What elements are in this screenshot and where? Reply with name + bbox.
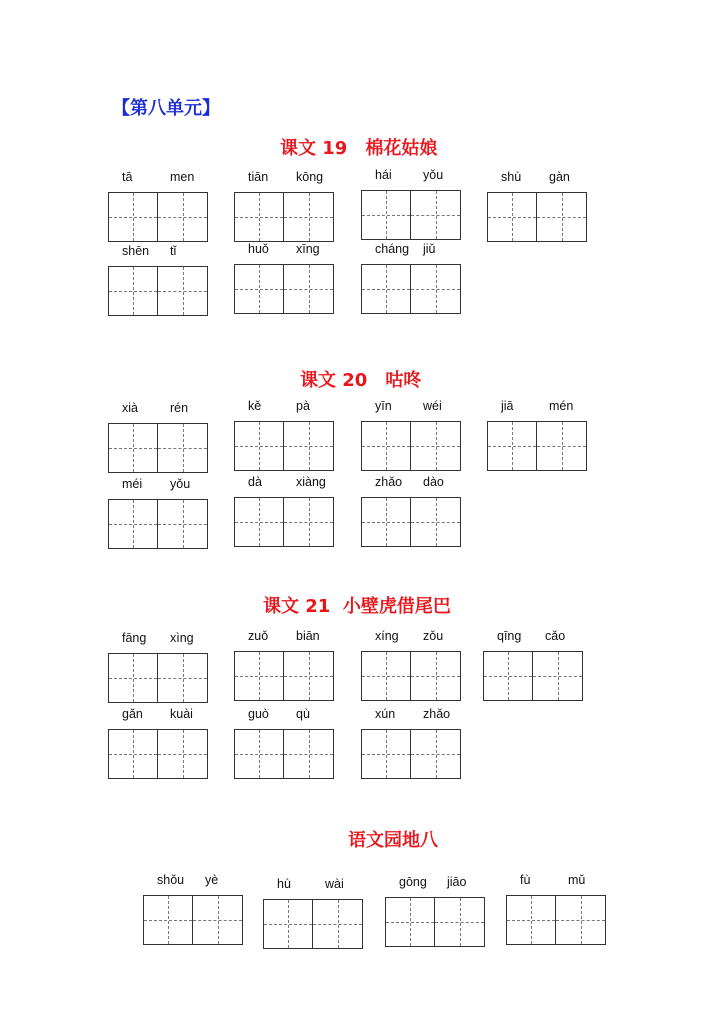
guide-line-horizontal xyxy=(235,289,283,290)
pinyin-first: tiān xyxy=(248,170,269,184)
lesson-title-21: 课文 21 小壁虎借尾巴 xyxy=(263,596,451,617)
tianzige-grid xyxy=(108,499,208,549)
word-block xyxy=(483,629,583,709)
pinyin-first: hù xyxy=(277,877,291,891)
writing-cell[interactable] xyxy=(411,191,460,239)
tianzige-grid xyxy=(263,899,363,949)
tianzige-grid xyxy=(108,653,208,703)
tianzige-grid xyxy=(483,651,583,701)
guide-line-horizontal xyxy=(362,215,410,216)
guide-line-horizontal xyxy=(362,289,410,290)
writing-cell[interactable] xyxy=(435,898,484,946)
writing-cell[interactable] xyxy=(284,422,333,470)
guide-line-horizontal xyxy=(533,676,582,677)
writing-cell[interactable] xyxy=(284,498,333,546)
lesson-title-20: 课文 20 咕咚 xyxy=(300,370,422,391)
guide-line-horizontal xyxy=(284,522,333,523)
word-block xyxy=(108,401,208,481)
writing-cell[interactable] xyxy=(235,730,284,778)
pinyin-first: cháng xyxy=(375,242,410,256)
word-block xyxy=(108,170,208,250)
word-block xyxy=(234,629,334,709)
guide-line-horizontal xyxy=(109,754,157,755)
writing-cell[interactable] xyxy=(158,424,207,472)
pinyin-first: zhǎo xyxy=(375,475,403,489)
guide-line-horizontal xyxy=(362,446,410,447)
pinyin-first: guò xyxy=(248,707,269,721)
pinyin-first: kě xyxy=(248,399,262,413)
pinyin-second: xiàng xyxy=(296,475,326,489)
writing-cell[interactable] xyxy=(109,193,158,241)
guide-line-horizontal xyxy=(537,217,586,218)
word-block xyxy=(361,707,461,787)
guide-line-horizontal xyxy=(411,289,460,290)
pinyin-first: tā xyxy=(122,170,133,184)
pinyin-first: qīng xyxy=(497,629,522,643)
word-block xyxy=(487,170,587,250)
writing-cell[interactable] xyxy=(362,730,411,778)
guide-line-horizontal xyxy=(264,924,312,925)
guide-line-horizontal xyxy=(488,446,536,447)
writing-cell[interactable] xyxy=(109,730,158,778)
writing-cell[interactable] xyxy=(158,500,207,548)
guide-line-horizontal xyxy=(284,289,333,290)
guide-line-horizontal xyxy=(435,922,484,923)
word-block xyxy=(234,707,334,787)
tianzige-grid xyxy=(361,729,461,779)
guide-line-horizontal xyxy=(235,754,283,755)
guide-line-horizontal xyxy=(158,448,207,449)
writing-cell[interactable] xyxy=(235,498,284,546)
pinyin-first: dà xyxy=(248,475,262,489)
writing-cell[interactable] xyxy=(484,652,533,700)
tianzige-grid xyxy=(108,423,208,473)
writing-cell[interactable] xyxy=(235,652,284,700)
writing-cell[interactable] xyxy=(411,498,460,546)
tianzige-grid xyxy=(361,264,461,314)
pinyin-first: shēn xyxy=(122,244,150,258)
pinyin-first: fù xyxy=(520,873,531,887)
writing-cell[interactable] xyxy=(264,900,313,948)
guide-line-horizontal xyxy=(235,217,283,218)
writing-cell[interactable] xyxy=(488,193,537,241)
pinyin-second: biān xyxy=(296,629,320,643)
tianzige-grid xyxy=(361,421,461,471)
guide-line-horizontal xyxy=(158,678,207,679)
word-block xyxy=(234,170,334,250)
tianzige-grid xyxy=(487,192,587,242)
pinyin-first: gǎn xyxy=(122,707,143,721)
writing-cell[interactable] xyxy=(193,896,242,944)
writing-cell[interactable] xyxy=(158,267,207,315)
pinyin-second: mǔ xyxy=(568,873,586,887)
word-block xyxy=(143,873,243,953)
guide-line-horizontal xyxy=(362,676,410,677)
guide-line-horizontal xyxy=(488,217,536,218)
writing-cell[interactable] xyxy=(537,193,586,241)
tianzige-grid xyxy=(234,729,334,779)
word-block xyxy=(361,475,461,555)
writing-cell[interactable] xyxy=(284,652,333,700)
word-block xyxy=(234,475,334,555)
tianzige-grid xyxy=(234,421,334,471)
unit-title: 【第八单元】 xyxy=(112,98,220,119)
word-block xyxy=(108,244,208,324)
guide-line-horizontal xyxy=(158,291,207,292)
guide-line-horizontal xyxy=(144,920,192,921)
pinyin-second: wéi xyxy=(423,399,442,413)
guide-line-horizontal xyxy=(235,446,283,447)
writing-cell[interactable] xyxy=(235,422,284,470)
guide-line-horizontal xyxy=(537,446,586,447)
guide-line-horizontal xyxy=(109,678,157,679)
lesson-title-19: 课文 19 棉花姑娘 xyxy=(280,138,438,159)
guide-line-horizontal xyxy=(411,522,460,523)
guide-line-horizontal xyxy=(411,754,460,755)
word-block xyxy=(234,399,334,479)
tianzige-grid xyxy=(143,895,243,945)
guide-line-horizontal xyxy=(109,448,157,449)
pinyin-second: jiǔ xyxy=(423,242,436,256)
word-block xyxy=(263,877,363,957)
pinyin-first: huǒ xyxy=(248,242,269,256)
pinyin-second: kuài xyxy=(170,707,193,721)
pinyin-second: xīng xyxy=(296,242,320,256)
writing-cell[interactable] xyxy=(235,265,284,313)
writing-cell[interactable] xyxy=(284,265,333,313)
guide-line-horizontal xyxy=(109,291,157,292)
pinyin-second: wài xyxy=(325,877,344,891)
lesson-title-yuwen-yuandi: 语文园地八 xyxy=(348,830,438,851)
pinyin-first: xíng xyxy=(375,629,399,643)
pinyin-second: qù xyxy=(296,707,310,721)
guide-line-horizontal xyxy=(284,676,333,677)
word-block xyxy=(385,875,485,955)
tianzige-grid xyxy=(108,729,208,779)
pinyin-first: gōng xyxy=(399,875,427,889)
guide-line-horizontal xyxy=(556,920,605,921)
guide-line-horizontal xyxy=(484,676,532,677)
writing-cell[interactable] xyxy=(556,896,605,944)
guide-line-horizontal xyxy=(284,754,333,755)
pinyin-second: jiāo xyxy=(447,875,467,889)
guide-line-horizontal xyxy=(235,522,283,523)
writing-cell[interactable] xyxy=(488,422,537,470)
word-block xyxy=(506,873,606,953)
guide-line-horizontal xyxy=(411,446,460,447)
guide-line-horizontal xyxy=(411,215,460,216)
pinyin-second: cǎo xyxy=(545,629,566,643)
writing-cell[interactable] xyxy=(362,265,411,313)
writing-cell[interactable] xyxy=(386,898,435,946)
tianzige-grid xyxy=(361,497,461,547)
guide-line-horizontal xyxy=(235,676,283,677)
pinyin-first: fāng xyxy=(122,631,147,645)
word-block xyxy=(361,629,461,709)
writing-cell[interactable] xyxy=(235,193,284,241)
writing-cell[interactable] xyxy=(362,498,411,546)
pinyin-second: yǒu xyxy=(170,477,191,491)
guide-line-horizontal xyxy=(313,924,362,925)
guide-line-horizontal xyxy=(158,754,207,755)
guide-line-horizontal xyxy=(386,922,434,923)
writing-cell[interactable] xyxy=(109,424,158,472)
writing-cell[interactable] xyxy=(533,652,582,700)
guide-line-horizontal xyxy=(158,524,207,525)
tianzige-grid xyxy=(108,192,208,242)
pinyin-second: yǒu xyxy=(423,168,444,182)
pinyin-second: dào xyxy=(423,475,444,489)
tianzige-grid xyxy=(234,192,334,242)
pinyin-second: gàn xyxy=(549,170,570,184)
writing-cell[interactable] xyxy=(284,730,333,778)
word-block xyxy=(361,399,461,479)
writing-cell[interactable] xyxy=(537,422,586,470)
pinyin-first: shǒu xyxy=(157,873,185,887)
writing-cell[interactable] xyxy=(411,265,460,313)
guide-line-horizontal xyxy=(362,522,410,523)
pinyin-second: xìng xyxy=(170,631,194,645)
writing-cell[interactable] xyxy=(362,652,411,700)
tianzige-grid xyxy=(506,895,606,945)
pinyin-second: zǒu xyxy=(423,629,444,643)
word-block xyxy=(361,242,461,322)
pinyin-first: jiā xyxy=(501,399,514,413)
word-block xyxy=(361,168,461,248)
writing-cell[interactable] xyxy=(284,193,333,241)
tianzige-grid xyxy=(234,497,334,547)
pinyin-second: yè xyxy=(205,873,219,887)
guide-line-horizontal xyxy=(284,446,333,447)
pinyin-second: rén xyxy=(170,401,189,415)
tianzige-grid xyxy=(361,190,461,240)
writing-cell[interactable] xyxy=(411,652,460,700)
pinyin-first: hái xyxy=(375,168,392,182)
writing-cell[interactable] xyxy=(109,500,158,548)
tianzige-grid xyxy=(361,651,461,701)
word-block xyxy=(487,399,587,479)
writing-cell[interactable] xyxy=(362,191,411,239)
guide-line-horizontal xyxy=(284,217,333,218)
writing-cell[interactable] xyxy=(362,422,411,470)
guide-line-horizontal xyxy=(109,524,157,525)
writing-cell[interactable] xyxy=(158,193,207,241)
writing-cell[interactable] xyxy=(109,267,158,315)
writing-cell[interactable] xyxy=(158,730,207,778)
pinyin-second: zhǎo xyxy=(423,707,451,721)
pinyin-first: méi xyxy=(122,477,143,491)
word-block xyxy=(108,631,208,711)
writing-cell[interactable] xyxy=(313,900,362,948)
pinyin-second: pà xyxy=(296,399,310,413)
writing-cell[interactable] xyxy=(109,654,158,702)
tianzige-grid xyxy=(385,897,485,947)
tianzige-grid xyxy=(234,651,334,701)
word-block xyxy=(108,707,208,787)
pinyin-first: xià xyxy=(122,401,138,415)
writing-cell[interactable] xyxy=(158,654,207,702)
tianzige-grid xyxy=(234,264,334,314)
guide-line-horizontal xyxy=(507,920,555,921)
pinyin-second: kōng xyxy=(296,170,324,184)
guide-line-horizontal xyxy=(411,676,460,677)
pinyin-second: mén xyxy=(549,399,574,413)
writing-cell[interactable] xyxy=(144,896,193,944)
pinyin-first: shù xyxy=(501,170,522,184)
guide-line-horizontal xyxy=(193,920,242,921)
tianzige-grid xyxy=(487,421,587,471)
tianzige-grid xyxy=(108,266,208,316)
guide-line-horizontal xyxy=(158,217,207,218)
pinyin-first: xún xyxy=(375,707,396,721)
writing-cell[interactable] xyxy=(411,422,460,470)
guide-line-horizontal xyxy=(362,754,410,755)
guide-line-horizontal xyxy=(109,217,157,218)
pinyin-second: tǐ xyxy=(170,244,177,258)
word-block xyxy=(108,477,208,557)
writing-cell[interactable] xyxy=(507,896,556,944)
word-block xyxy=(234,242,334,322)
pinyin-first: yīn xyxy=(375,399,392,413)
pinyin-second: men xyxy=(170,170,195,184)
writing-cell[interactable] xyxy=(411,730,460,778)
pinyin-first: zuǒ xyxy=(248,629,269,643)
